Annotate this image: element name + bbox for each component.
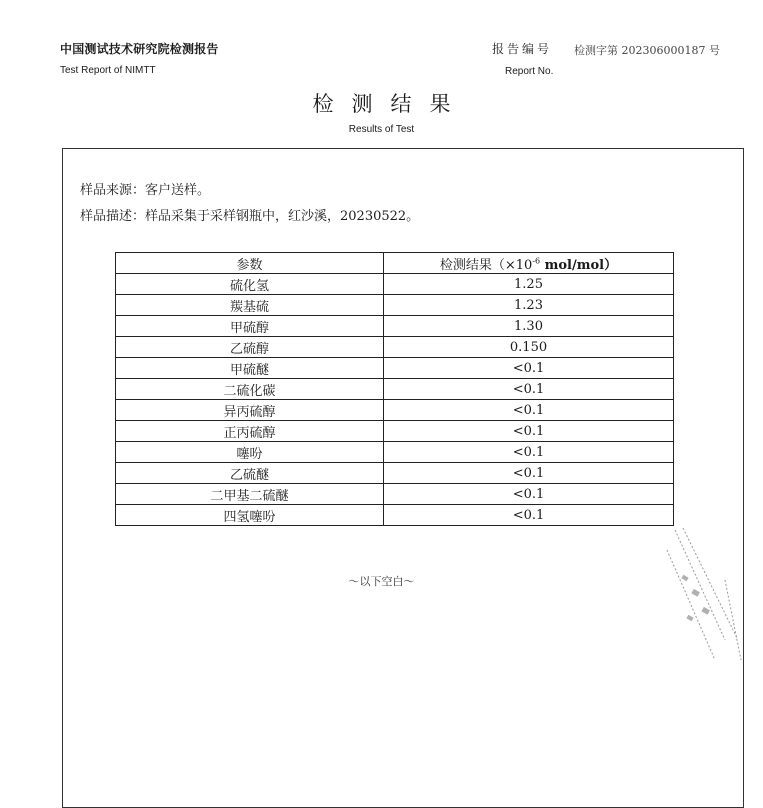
result-cell: <0.1: [384, 442, 674, 463]
report-no-label-en: Report No.: [505, 66, 554, 77]
header-result: [384, 253, 674, 274]
header-result-suffix: mol/mol）: [540, 257, 618, 273]
results-table: [115, 252, 674, 526]
table-row: [116, 274, 674, 295]
param-cell: 甲硫醇: [116, 316, 384, 337]
result-cell: <0.1: [384, 463, 674, 484]
table-row: [116, 421, 674, 442]
header-param: 参数: [116, 253, 384, 274]
table-row: [116, 358, 674, 379]
table-row: [116, 316, 674, 337]
param-cell: 异丙硫醇: [116, 400, 384, 421]
header-result-exponent: -6: [532, 256, 541, 266]
result-cell: <0.1: [384, 400, 674, 421]
param-cell: 噻吩: [116, 442, 384, 463]
report-no-value: 检测字第 202306000187 号: [574, 44, 720, 57]
result-cell: <0.1: [384, 358, 674, 379]
table-row: [116, 337, 674, 358]
param-cell: 羰基硫: [116, 295, 384, 316]
param-cell: 二甲基二硫醚: [116, 484, 384, 505]
report-no-label: 报告编号: [492, 42, 553, 56]
sample-source: 样品来源：客户送样。: [80, 183, 211, 198]
sample-description: 样品描述：样品采集于采样钢瓶中，红沙溪，20230522。: [80, 209, 420, 224]
result-cell: 1.30: [384, 316, 674, 337]
param-cell: 二硫化碳: [116, 379, 384, 400]
param-cell: 硫化氢: [116, 274, 384, 295]
param-cell: 四氢噻吩: [116, 505, 384, 526]
table-row: [116, 295, 674, 316]
page-subtitle: Results of Test: [348, 124, 415, 135]
param-cell: 乙硫醚: [116, 463, 384, 484]
header-result-prefix: 检测结果（×10: [439, 257, 533, 273]
org-name-cn: 中国测试技术研究院检测报告: [60, 42, 219, 56]
result-cell: <0.1: [384, 484, 674, 505]
table-row: [116, 442, 674, 463]
param-cell: 正丙硫醇: [116, 421, 384, 442]
table-row: [116, 379, 674, 400]
param-cell: 甲硫醚: [116, 358, 384, 379]
result-cell: <0.1: [384, 505, 674, 526]
table-row: [116, 505, 674, 526]
table-row: [116, 400, 674, 421]
param-cell: 乙硫醇: [116, 337, 384, 358]
table-header-row: [116, 253, 674, 274]
result-cell: 1.23: [384, 295, 674, 316]
page-title: 检测结果: [312, 92, 469, 116]
result-cell: 0.150: [384, 337, 674, 358]
org-name-en: Test Report of NIMTT: [60, 65, 156, 76]
table-row: [116, 463, 674, 484]
stamp-mark: [655, 520, 745, 670]
result-cell: <0.1: [384, 379, 674, 400]
table-row: [116, 484, 674, 505]
result-cell: <0.1: [384, 421, 674, 442]
result-cell: 1.25: [384, 274, 674, 295]
blank-below-note: ～以下空白～: [348, 575, 415, 588]
